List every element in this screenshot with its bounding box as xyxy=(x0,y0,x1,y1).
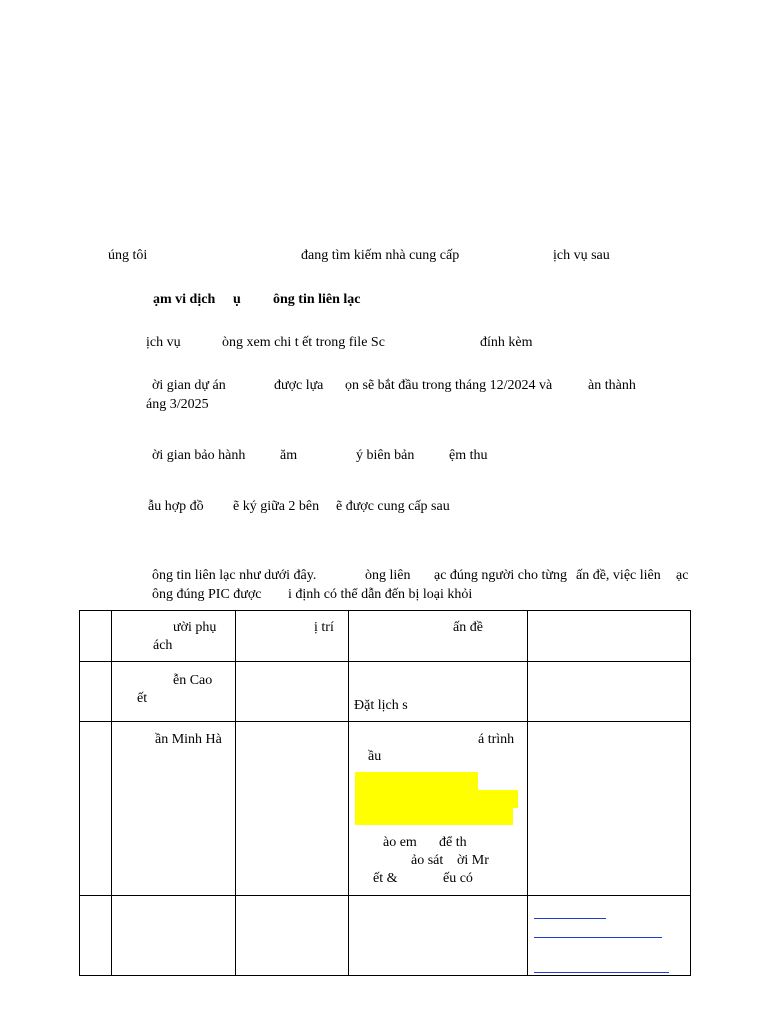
table-cell xyxy=(236,662,349,722)
row2-issue-line1: á trình xyxy=(478,732,515,747)
table-cell xyxy=(528,662,691,722)
contact-text-2: òng liên xyxy=(365,568,411,583)
table-cell-name xyxy=(112,662,236,722)
service-text-2: òng xem chi t ết trong file Sc xyxy=(222,335,385,350)
contract-text-3: ẽ được cung cấp sau xyxy=(336,499,450,514)
warranty-text-4: ệm thu xyxy=(449,448,488,463)
table-cell xyxy=(528,722,691,896)
link-underline-2[interactable] xyxy=(534,937,662,938)
row2-note-6: ếu có xyxy=(443,871,473,886)
highlight-block-1 xyxy=(355,772,478,790)
table-cell xyxy=(236,722,349,896)
timeline-text-3: ọn sẽ bắt đầu trong tháng 12/2024 và xyxy=(345,378,553,393)
intro-text-2: đang tìm kiếm nhà cung cấp xyxy=(301,248,460,263)
highlight-block-2 xyxy=(355,790,518,808)
section-heading-fragment: ụ xyxy=(233,292,241,307)
header-person-line1: ười phụ xyxy=(173,620,217,635)
contact-table xyxy=(79,610,691,976)
table-cell xyxy=(80,611,112,662)
contract-text-2: ẽ ký giữa 2 bên xyxy=(233,499,320,514)
row2-note-3: ảo sát xyxy=(411,853,444,868)
table-header-row xyxy=(80,611,691,662)
timeline-text-2: được lựa xyxy=(274,378,324,393)
row1-name-line1: ễn Cao xyxy=(173,673,213,688)
section-heading-contact: ông tin liên lạc xyxy=(273,292,361,307)
table-cell-links xyxy=(528,896,691,976)
highlight-block-3 xyxy=(355,808,513,825)
intro-text-3: ịch vụ sau xyxy=(553,248,610,263)
table-cell-issue xyxy=(349,722,528,896)
table-cell-issue xyxy=(349,662,528,722)
contact-text-7: i định có thể dẫn đến bị loại khỏi xyxy=(288,587,473,602)
link-underline-3[interactable] xyxy=(534,972,669,973)
contact-text-1: ông tin liên lạc như dưới đây. xyxy=(152,568,317,583)
warranty-text-1: ời gian bảo hành xyxy=(152,448,246,463)
intro-text-1: úng tôi xyxy=(108,248,148,263)
header-person-line2: ách xyxy=(153,638,173,653)
header-issue-label: ấn đề xyxy=(453,620,483,635)
contact-text-4: ấn đề, việc liên xyxy=(576,568,661,583)
timeline-text-4: àn thành xyxy=(588,378,636,393)
table-cell xyxy=(349,896,528,976)
table-cell xyxy=(80,896,112,976)
contact-text-3: ạc đúng người cho từng xyxy=(434,568,567,583)
warranty-text-3: ý biên bản xyxy=(356,448,415,463)
table-cell xyxy=(80,662,112,722)
header-position-label: ị trí xyxy=(314,620,334,635)
row2-note-4: ời Mr xyxy=(457,853,489,868)
link-underline-1[interactable] xyxy=(534,918,606,919)
table-row xyxy=(80,662,691,722)
contact-text-6: ông đúng PIC được xyxy=(152,587,262,602)
timeline-text-1: ời gian dự án xyxy=(152,378,226,393)
table-header-position xyxy=(236,611,349,662)
table-header-issue xyxy=(349,611,528,662)
contact-text-5: ạc xyxy=(676,568,689,583)
row2-note-2: để th xyxy=(439,835,467,850)
row2-issue-line2: ầu xyxy=(368,749,382,764)
table-cell-name xyxy=(112,722,236,896)
row1-name-line2: ết xyxy=(137,691,148,706)
table-row xyxy=(80,896,691,976)
row2-note-1: ào em xyxy=(383,835,417,850)
timeline-text-5: áng 3/2025 xyxy=(146,397,209,412)
service-text-1: ịch vụ xyxy=(146,335,181,350)
section-heading-scope: ạm vi dịch xyxy=(153,292,216,307)
service-text-3: đính kèm xyxy=(480,335,533,350)
row2-note-5: ết & xyxy=(373,871,398,886)
table-cell xyxy=(528,611,691,662)
table-cell xyxy=(80,722,112,896)
warranty-text-2: ăm xyxy=(280,448,298,463)
contract-text-1: ẫu hợp đồ xyxy=(148,499,204,514)
table-cell xyxy=(236,896,349,976)
table-cell xyxy=(112,896,236,976)
table-header-person xyxy=(112,611,236,662)
row2-name: ần Minh Hà xyxy=(155,732,222,747)
row1-issue-label: Đặt lịch s xyxy=(354,698,408,713)
table-row xyxy=(80,722,691,896)
